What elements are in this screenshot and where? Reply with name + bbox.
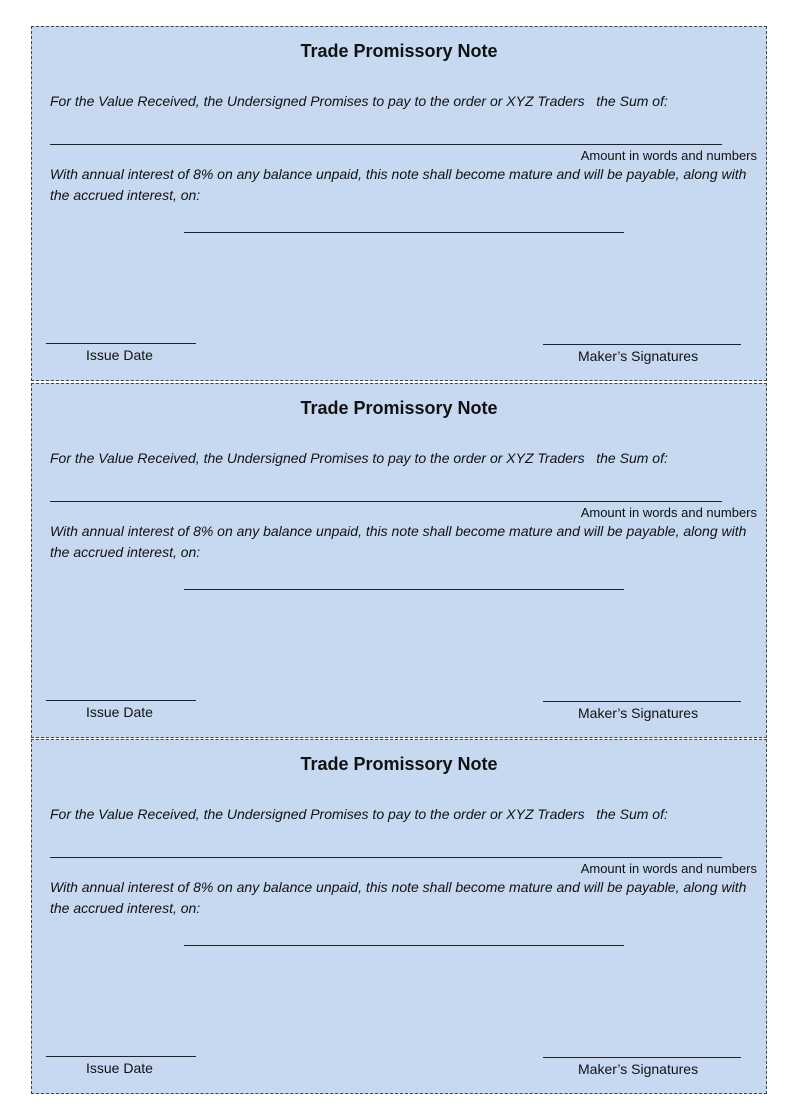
due-date-field-line[interactable] xyxy=(184,589,624,590)
makers-signature-label: Maker’s Signatures xyxy=(578,705,699,721)
issue-date-label: Issue Date xyxy=(86,347,153,363)
note-title: Trade Promissory Note xyxy=(300,398,498,418)
amount-caption: Amount in words and numbers xyxy=(580,861,757,876)
value-received-statement: For the Value Received, the Undersigned Promises to pay to the order or XYZ Traders the Sum of: xyxy=(50,806,668,822)
issue-date-label: Issue Date xyxy=(86,1060,153,1076)
amount-caption: Amount in words and numbers xyxy=(580,505,757,520)
signature-field-line[interactable] xyxy=(543,1057,741,1058)
amount-caption: Amount in words and numbers xyxy=(580,148,757,163)
value-received-statement: For the Value Received, the Undersigned Promises to pay to the order or XYZ Traders the Sum of: xyxy=(50,450,668,466)
value-received-statement: For the Value Received, the Undersigned Promises to pay to the order or XYZ Traders the Sum of: xyxy=(50,93,668,109)
makers-signature-label: Maker’s Signatures xyxy=(578,348,699,364)
promissory-note-card xyxy=(31,739,767,1094)
note-title: Trade Promissory Note xyxy=(300,41,498,61)
makers-signature-label: Maker’s Signatures xyxy=(578,1061,699,1077)
issue-date-field-line[interactable] xyxy=(46,1056,196,1057)
promissory-note-card xyxy=(31,26,767,381)
signature-field-line[interactable] xyxy=(543,344,741,345)
note-title: Trade Promissory Note xyxy=(300,754,498,774)
interest-statement: With annual interest of 8% on any balance unpaid, this note shall become mature and will be payable, along with the accrued interest, on: xyxy=(50,166,747,203)
interest-statement: With annual interest of 8% on any balance unpaid, this note shall become mature and will be payable, along with the accrued interest, on: xyxy=(50,523,747,560)
due-date-field-line[interactable] xyxy=(184,232,624,233)
due-date-field-line[interactable] xyxy=(184,945,624,946)
interest-statement: With annual interest of 8% on any balance unpaid, this note shall become mature and will be payable, along with the accrued interest, on: xyxy=(50,879,747,916)
issue-date-field-line[interactable] xyxy=(46,343,196,344)
issue-date-label: Issue Date xyxy=(86,704,153,720)
amount-field-line[interactable] xyxy=(50,144,722,145)
amount-field-line[interactable] xyxy=(50,857,722,858)
amount-field-line[interactable] xyxy=(50,501,722,502)
signature-field-line[interactable] xyxy=(543,701,741,702)
issue-date-field-line[interactable] xyxy=(46,700,196,701)
promissory-note-card xyxy=(31,383,767,738)
